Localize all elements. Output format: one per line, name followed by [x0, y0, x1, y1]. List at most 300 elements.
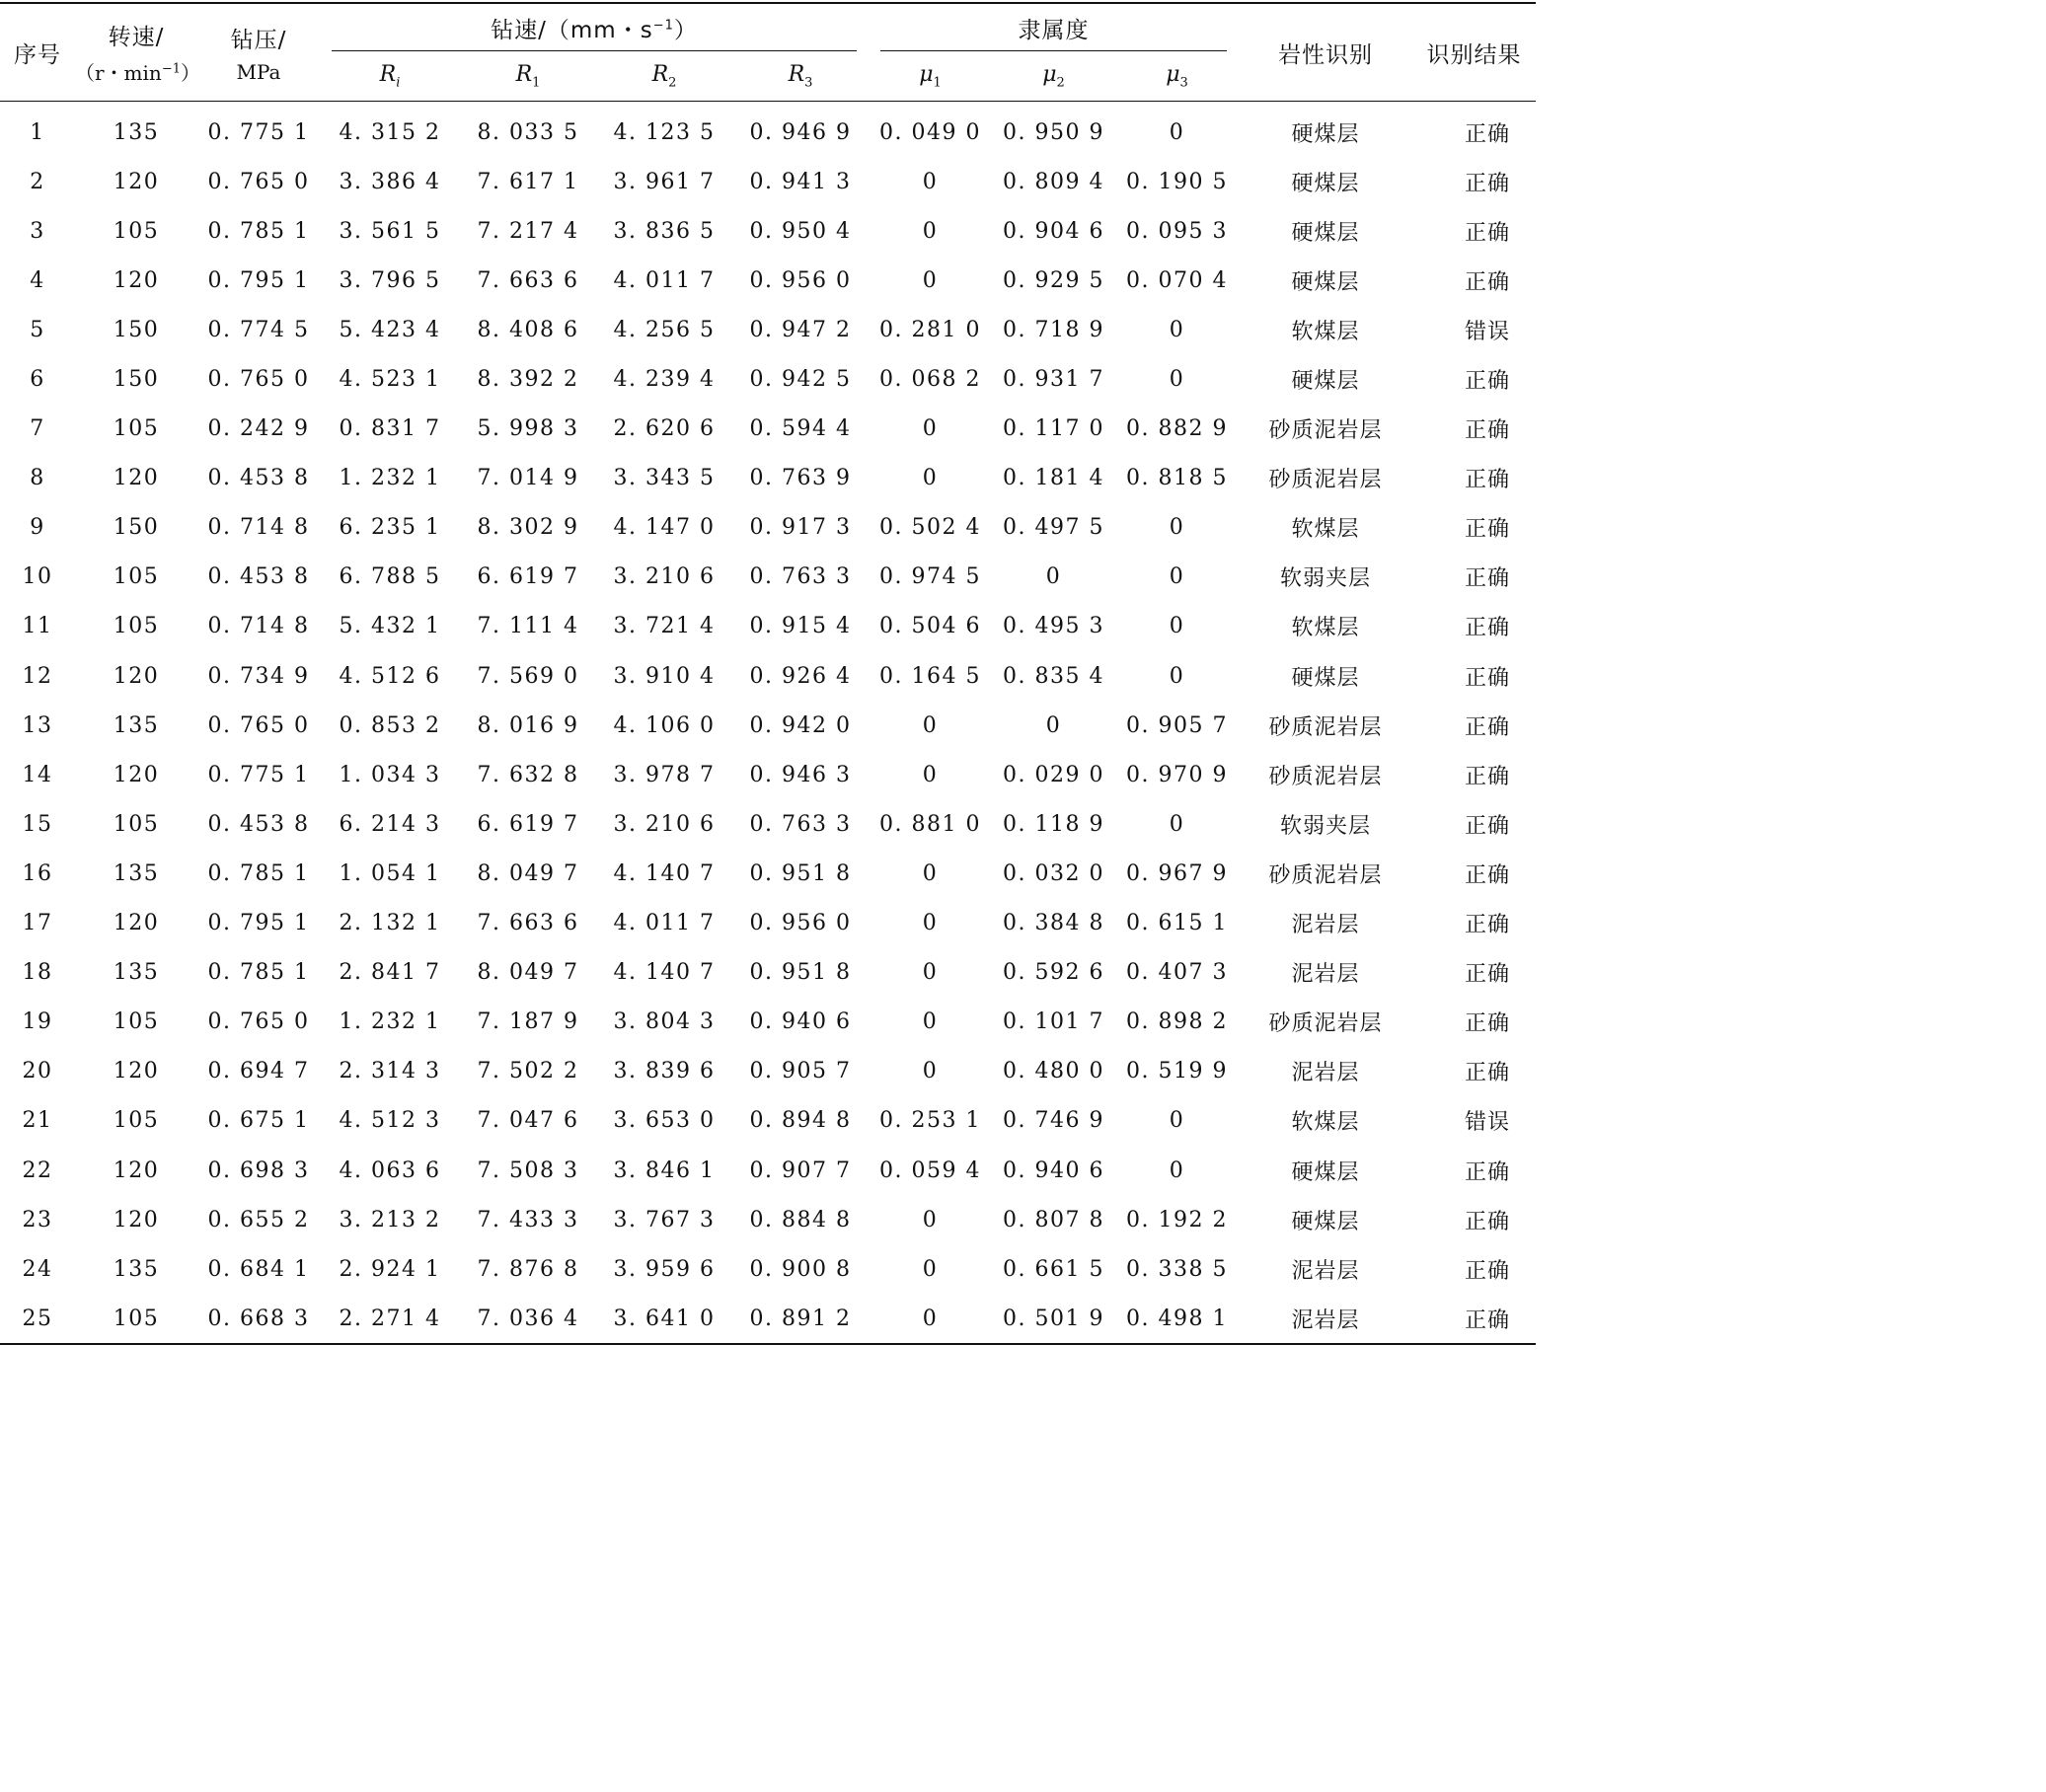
cell-r1: 7. 617 1	[477, 169, 579, 194]
cell-index: 13	[22, 712, 53, 738]
header-speed-unit: （r・$\min^{-1}$）	[75, 61, 200, 85]
cell-r3: 0. 946 9	[749, 119, 852, 145]
cell-mu3: 0. 498 1	[1115, 1294, 1239, 1344]
cell-index: 23	[22, 1207, 53, 1232]
cell-ri: 6. 214 3	[339, 811, 441, 837]
cell-r2: 2. 620 6	[613, 416, 716, 442]
table-row	[0, 899, 1536, 948]
cell-result: 正确	[1412, 1294, 1536, 1344]
cell-ri: 4. 512 6	[339, 663, 441, 689]
cell-speed: 120	[113, 663, 160, 689]
cell-mu2: 0. 497 5	[1003, 515, 1105, 541]
cell-r1: 7. 014 9	[477, 466, 579, 491]
cell-lithology: 软煤层	[1291, 517, 1360, 543]
cell-result: 正确	[1465, 962, 1511, 988]
cell-mu2: 0. 118 9	[1003, 811, 1105, 837]
cell-result: 正确	[1465, 714, 1511, 740]
cell-mu1: 0. 504 6	[879, 614, 982, 639]
cell-mu2: 0. 101 7	[1003, 1009, 1105, 1035]
cell-result: 正确	[1465, 665, 1511, 691]
cell-pressure: 0. 714 8	[207, 515, 310, 541]
cell-lithology: 软弱夹层	[1280, 813, 1372, 839]
cell-mu2: 0. 117 0	[1003, 416, 1105, 442]
cell-lithology: 硬煤层	[1291, 1159, 1360, 1185]
cell-speed: 105	[113, 1108, 160, 1134]
cell-r1: 7. 876 8	[477, 1256, 579, 1282]
cell-mu3: 0. 905 7	[1126, 712, 1229, 738]
cell-lithology: 泥岩层	[1291, 1258, 1360, 1284]
cell-mu1: 0. 068 2	[879, 367, 982, 393]
table-row	[0, 998, 1536, 1047]
cell-result: 正确	[1465, 913, 1511, 938]
cell-lithology: 硬煤层	[1291, 1209, 1360, 1234]
cell-pressure: 0. 765 0	[207, 1009, 310, 1035]
cell-result: 正确	[1465, 269, 1511, 295]
cell-mu1: 0	[922, 1207, 939, 1232]
cell-pressure: 0. 734 9	[207, 663, 310, 689]
cell-index: 21	[22, 1108, 53, 1134]
cell-mu2: 0. 480 0	[1003, 1059, 1105, 1084]
cell-lithology: 泥岩层	[1239, 1294, 1412, 1344]
cell-mu3: 0. 338 5	[1126, 1256, 1229, 1282]
cell-r1: 8. 049 7	[477, 860, 579, 886]
cell-r3: 0. 900 8	[749, 1256, 852, 1282]
table-row	[0, 503, 1536, 553]
table-row	[0, 405, 1536, 454]
cell-mu1: 0. 253 1	[879, 1108, 982, 1134]
cell-mu3: 0. 615 1	[1126, 911, 1229, 936]
cell-r3: 0. 763 9	[749, 466, 852, 491]
table-row	[0, 1096, 1536, 1146]
cell-r1: 7. 569 0	[477, 663, 579, 689]
cell-r1: 7. 632 8	[477, 762, 579, 787]
cell-mu3: 0. 967 9	[1126, 860, 1229, 886]
cell-ri: 3. 213 2	[339, 1207, 441, 1232]
cell-speed: 135	[113, 119, 160, 145]
header-pressure-unit: MPa	[236, 59, 281, 84]
cell-mu3: 0	[1169, 1157, 1185, 1183]
cell-ri: 4. 512 3	[339, 1108, 441, 1134]
cell-speed: 105	[113, 416, 160, 442]
cell-pressure: 0. 775 1	[207, 119, 310, 145]
cell-ri: 6. 235 1	[339, 515, 441, 541]
cell-pressure: 0. 684 1	[207, 1256, 310, 1282]
header-pressure: 钻压/ MPa	[197, 3, 320, 102]
cell-mu2: 0. 718 9	[1003, 317, 1105, 342]
cell-mu1: 0	[922, 1009, 939, 1035]
cell-r3: 0. 951 8	[749, 860, 852, 886]
cell-ri: 4. 523 1	[339, 367, 441, 393]
cell-r3: 0. 917 3	[749, 515, 852, 541]
cell-result: 正确	[1465, 418, 1511, 444]
cell-speed: 120	[113, 466, 160, 491]
cell-r1: 7. 663 6	[477, 267, 579, 293]
cell-r1: 8. 016 9	[477, 712, 579, 738]
cell-index: 15	[22, 811, 53, 837]
header-r3: $R_3$	[732, 51, 869, 102]
cell-speed: 120	[113, 1157, 160, 1183]
cell-lithology: 硬煤层	[1291, 369, 1360, 395]
header-r1: $R_1$	[460, 51, 596, 102]
cell-ri: 2. 314 3	[339, 1059, 441, 1084]
cell-mu1: 0	[922, 712, 939, 738]
cell-mu1: 0	[922, 960, 939, 986]
cell-r3: 0. 905 7	[749, 1059, 852, 1084]
cell-lithology: 硬煤层	[1291, 121, 1360, 147]
cell-lithology: 软煤层	[1291, 616, 1360, 641]
cell-index: 8	[30, 466, 45, 491]
cell-r1: 7. 663 6	[477, 911, 579, 936]
cell-r2: 3. 804 3	[613, 1009, 716, 1035]
cell-pressure: 0. 795 1	[207, 267, 310, 293]
cell-mu3: 0	[1169, 811, 1185, 837]
cell-r3: 0. 956 0	[749, 911, 852, 936]
header-result: 识别结果	[1412, 3, 1536, 102]
cell-lithology: 砂质泥岩层	[1268, 862, 1383, 888]
cell-lithology: 硬煤层	[1291, 171, 1360, 196]
cell-lithology: 硬煤层	[1291, 665, 1360, 691]
cell-mu3: 0. 898 2	[1126, 1009, 1229, 1035]
cell-index: 25	[0, 1294, 75, 1344]
cell-index: 5	[30, 317, 45, 342]
cell-mu2: 0. 904 6	[1003, 218, 1105, 244]
cell-mu3: 0	[1169, 317, 1185, 342]
cell-pressure: 0. 765 0	[207, 169, 310, 194]
cell-r2: 3. 343 5	[613, 466, 716, 491]
cell-lithology: 泥岩层	[1291, 913, 1360, 938]
table-row	[0, 1195, 1536, 1244]
cell-pressure: 0. 668 3	[197, 1294, 320, 1344]
cell-ri: 4. 063 6	[339, 1157, 441, 1183]
cell-lithology: 砂质泥岩层	[1268, 714, 1383, 740]
cell-r3: 0. 946 3	[749, 762, 852, 787]
cell-r3: 0. 926 4	[749, 663, 852, 689]
cell-speed: 105	[113, 1009, 160, 1035]
cell-index: 4	[30, 267, 45, 293]
cell-pressure: 0. 795 1	[207, 911, 310, 936]
cell-mu1: 0. 974 5	[879, 564, 982, 590]
cell-mu3: 0. 070 4	[1126, 267, 1229, 293]
cell-r3: 0. 950 4	[749, 218, 852, 244]
cell-r3: 0. 940 6	[749, 1009, 852, 1035]
table-row	[0, 305, 1536, 354]
cell-speed: 105	[113, 564, 160, 590]
cell-mu2: 0. 495 3	[1003, 614, 1105, 639]
cell-r2: 3. 839 6	[613, 1059, 716, 1084]
cell-speed: 120	[113, 267, 160, 293]
cell-r3: 0. 594 4	[749, 416, 852, 442]
cell-mu2: 0	[1045, 712, 1062, 738]
cell-result: 正确	[1465, 171, 1511, 196]
cell-mu3: 0. 970 9	[1126, 762, 1229, 787]
cell-r1: 7. 217 4	[477, 218, 579, 244]
cell-mu3: 0. 095 3	[1126, 218, 1229, 244]
cell-r2: 4. 239 4	[613, 367, 716, 393]
cell-ri: 1. 034 3	[339, 762, 441, 787]
cell-speed: 105	[75, 1294, 197, 1344]
cell-ri: 0. 831 7	[339, 416, 441, 442]
cell-mu2: 0. 501 9	[992, 1294, 1115, 1344]
header-mu3: $\mu_3$	[1115, 51, 1239, 102]
cell-mu3: 0	[1169, 1108, 1185, 1134]
cell-r1: 8. 049 7	[477, 960, 579, 986]
cell-r2: 3. 836 5	[613, 218, 716, 244]
cell-r1: 7. 047 6	[477, 1108, 579, 1134]
cell-speed: 135	[113, 712, 160, 738]
cell-r3: 0. 942 5	[749, 367, 852, 393]
header-mu1: $\mu_1$	[869, 51, 992, 102]
table-row	[0, 102, 1536, 158]
cell-index: 17	[22, 911, 53, 936]
cell-r2: 4. 011 7	[613, 911, 716, 936]
cell-mu2: 0. 181 4	[1003, 466, 1105, 491]
cell-pressure: 0. 453 8	[207, 466, 310, 491]
cell-r1: 7. 502 2	[477, 1059, 579, 1084]
table-row	[0, 1146, 1536, 1195]
cell-r3: 0. 884 8	[749, 1207, 852, 1232]
table-row	[0, 157, 1536, 206]
cell-speed: 135	[113, 1256, 160, 1282]
cell-index: 7	[30, 416, 45, 442]
cell-mu1: 0	[922, 169, 939, 194]
table-row	[0, 602, 1536, 651]
cell-r2: 4. 140 7	[613, 960, 716, 986]
cell-speed: 150	[113, 317, 160, 342]
cell-result: 正确	[1465, 517, 1511, 543]
cell-r1: 7. 111 4	[477, 614, 579, 639]
cell-mu2: 0. 029 0	[1003, 762, 1105, 787]
cell-ri: 4. 315 2	[339, 119, 441, 145]
cell-r1: 7. 508 3	[477, 1157, 579, 1183]
header-speed: 转速/ （r・$\min^{-1}$）	[75, 3, 197, 102]
cell-speed: 120	[113, 911, 160, 936]
table-row	[0, 553, 1536, 602]
cell-r2: 3. 653 0	[613, 1108, 716, 1134]
cell-r1: 8. 408 6	[477, 317, 579, 342]
table-row	[0, 1047, 1536, 1096]
cell-r3: 0. 956 0	[749, 267, 852, 293]
cell-lithology: 泥岩层	[1291, 1061, 1360, 1086]
header-ri: $R_i$	[320, 51, 460, 102]
cell-pressure: 0. 785 1	[207, 218, 310, 244]
cell-lithology: 硬煤层	[1291, 220, 1360, 246]
cell-speed: 120	[113, 1207, 160, 1232]
table-row	[0, 849, 1536, 898]
cell-speed: 120	[113, 169, 160, 194]
header-r2: $R_2$	[596, 51, 732, 102]
cell-mu1: 0. 059 4	[879, 1157, 982, 1183]
cell-speed: 120	[113, 762, 160, 787]
table-body	[0, 102, 1536, 1345]
cell-index: 2	[30, 169, 45, 194]
cell-lithology: 砂质泥岩层	[1268, 1011, 1383, 1037]
cell-index: 12	[22, 663, 53, 689]
cell-r3: 0. 942 0	[749, 712, 852, 738]
cell-mu1: 0	[922, 218, 939, 244]
cell-mu2: 0. 592 6	[1003, 960, 1105, 986]
cell-pressure: 0. 675 1	[207, 1108, 310, 1134]
cell-index: 20	[22, 1059, 53, 1084]
cell-index: 24	[22, 1256, 53, 1282]
cell-result: 正确	[1465, 220, 1511, 246]
cell-mu2: 0. 835 4	[1003, 663, 1105, 689]
cell-r3: 0. 941 3	[749, 169, 852, 194]
cell-pressure: 0. 655 2	[207, 1207, 310, 1232]
header-lithology: 岩性识别	[1239, 3, 1412, 102]
cell-r3: 0. 763 3	[749, 811, 852, 837]
cell-speed: 120	[113, 1059, 160, 1084]
table-row	[0, 948, 1536, 998]
cell-index: 6	[30, 367, 45, 393]
cell-lithology: 软煤层	[1291, 1110, 1360, 1136]
cell-index: 19	[22, 1009, 53, 1035]
cell-mu2: 0. 950 9	[1003, 119, 1105, 145]
cell-mu2: 0. 032 0	[1003, 860, 1105, 886]
cell-result: 正确	[1465, 121, 1511, 147]
cell-r1: 8. 392 2	[477, 367, 579, 393]
cell-mu1: 0	[922, 267, 939, 293]
header-drill-rate-group: 钻速/（mm・$s^{-1}$）	[320, 3, 869, 51]
cell-result: 正确	[1465, 468, 1511, 493]
cell-ri: 1. 232 1	[339, 466, 441, 491]
cell-lithology: 砂质泥岩层	[1268, 764, 1383, 789]
cell-mu3: 0	[1169, 119, 1185, 145]
table-row	[0, 701, 1536, 750]
cell-result: 正确	[1465, 764, 1511, 789]
cell-r2: 3. 721 4	[613, 614, 716, 639]
cell-lithology: 砂质泥岩层	[1268, 418, 1383, 444]
cell-index: 11	[22, 614, 53, 639]
cell-r3: 0. 947 2	[749, 317, 852, 342]
cell-r2: 4. 140 7	[613, 860, 716, 886]
cell-r3: 0. 891 2	[732, 1294, 869, 1344]
cell-mu3: 0. 407 3	[1126, 960, 1229, 986]
cell-r2: 3. 210 6	[613, 811, 716, 837]
cell-mu3: 0	[1169, 564, 1185, 590]
table-row	[0, 1294, 1536, 1344]
cell-r2: 3. 767 3	[613, 1207, 716, 1232]
cell-index: 1	[30, 119, 45, 145]
cell-mu1: 0. 164 5	[879, 663, 982, 689]
cell-ri: 5. 432 1	[339, 614, 441, 639]
cell-r2: 4. 011 7	[613, 267, 716, 293]
cell-r2: 3. 641 0	[596, 1294, 732, 1344]
cell-lithology: 砂质泥岩层	[1268, 468, 1383, 493]
cell-speed: 105	[113, 811, 160, 837]
cell-pressure: 0. 694 7	[207, 1059, 310, 1084]
cell-pressure: 0. 714 8	[207, 614, 310, 639]
cell-pressure: 0. 775 1	[207, 762, 310, 787]
table-row	[0, 354, 1536, 404]
cell-result: 正确	[1465, 566, 1511, 592]
cell-mu2: 0	[1045, 564, 1062, 590]
cell-pressure: 0. 785 1	[207, 960, 310, 986]
cell-speed: 105	[113, 218, 160, 244]
cell-pressure: 0. 765 0	[207, 367, 310, 393]
data-table	[0, 2, 1536, 1345]
cell-r1: 8. 033 5	[477, 119, 579, 145]
cell-r2: 3. 910 4	[613, 663, 716, 689]
cell-mu3: 0	[1169, 515, 1185, 541]
cell-ri: 6. 788 5	[339, 564, 441, 590]
cell-pressure: 0. 453 8	[207, 811, 310, 837]
cell-index: 18	[22, 960, 53, 986]
cell-r3: 0. 951 8	[749, 960, 852, 986]
cell-pressure: 0. 785 1	[207, 860, 310, 886]
cell-mu3: 0. 818 5	[1126, 466, 1229, 491]
cell-pressure: 0. 698 3	[207, 1157, 310, 1183]
cell-r2: 4. 147 0	[613, 515, 716, 541]
cell-r2: 3. 210 6	[613, 564, 716, 590]
cell-mu1: 0	[922, 762, 939, 787]
table-row	[0, 750, 1536, 799]
cell-mu2: 0. 809 4	[1003, 169, 1105, 194]
cell-pressure: 0. 453 8	[207, 564, 310, 590]
cell-mu1: 0. 881 0	[879, 811, 982, 837]
group-rule	[332, 50, 857, 51]
cell-mu1: 0	[922, 860, 939, 886]
cell-index: 10	[22, 564, 53, 590]
cell-mu1: 0. 049 0	[879, 119, 982, 145]
group-rule	[880, 50, 1227, 51]
cell-index: 22	[22, 1157, 53, 1183]
cell-r2: 3. 961 7	[613, 169, 716, 194]
cell-mu3: 0. 882 9	[1126, 416, 1229, 442]
cell-r1: 6. 619 7	[477, 811, 579, 837]
cell-ri: 1. 232 1	[339, 1009, 441, 1035]
cell-result: 正确	[1465, 1209, 1511, 1234]
cell-r1: 5. 998 3	[477, 416, 579, 442]
cell-lithology: 软弱夹层	[1280, 566, 1372, 592]
cell-r2: 3. 846 1	[613, 1157, 716, 1183]
table-row	[0, 799, 1536, 849]
cell-mu3: 0. 192 2	[1126, 1207, 1229, 1232]
header-mu2: $\mu_2$	[992, 51, 1115, 102]
cell-mu1: 0	[922, 466, 939, 491]
cell-mu2: 0. 807 8	[1003, 1207, 1105, 1232]
cell-r2: 4. 123 5	[613, 119, 716, 145]
cell-mu3: 0	[1169, 663, 1185, 689]
cell-r1: 8. 302 9	[477, 515, 579, 541]
cell-r2: 4. 256 5	[613, 317, 716, 342]
cell-mu3: 0	[1169, 614, 1185, 639]
cell-r1: 7. 433 3	[477, 1207, 579, 1232]
cell-mu3: 0	[1169, 367, 1185, 393]
cell-ri: 3. 796 5	[339, 267, 441, 293]
cell-r1: 6. 619 7	[477, 564, 579, 590]
cell-lithology: 泥岩层	[1291, 962, 1360, 988]
cell-pressure: 0. 774 5	[207, 317, 310, 342]
cell-mu3: 0. 519 9	[1126, 1059, 1229, 1084]
cell-mu3: 0. 190 5	[1126, 169, 1229, 194]
cell-result: 错误	[1465, 1110, 1511, 1136]
cell-mu1: 0	[922, 416, 939, 442]
cell-r2: 4. 106 0	[613, 712, 716, 738]
cell-index: 3	[30, 218, 45, 244]
cell-result: 正确	[1465, 616, 1511, 641]
cell-mu1: 0	[922, 1059, 939, 1084]
cell-result: 正确	[1465, 1061, 1511, 1086]
cell-ri: 2. 841 7	[339, 960, 441, 986]
table-header	[0, 3, 1536, 102]
cell-mu2: 0. 661 5	[1003, 1256, 1105, 1282]
cell-ri: 1. 054 1	[339, 860, 441, 886]
cell-r3: 0. 915 4	[749, 614, 852, 639]
cell-mu1: 0. 281 0	[879, 317, 982, 342]
cell-mu1: 0	[922, 911, 939, 936]
cell-lithology: 软煤层	[1291, 319, 1360, 344]
cell-speed: 150	[113, 515, 160, 541]
